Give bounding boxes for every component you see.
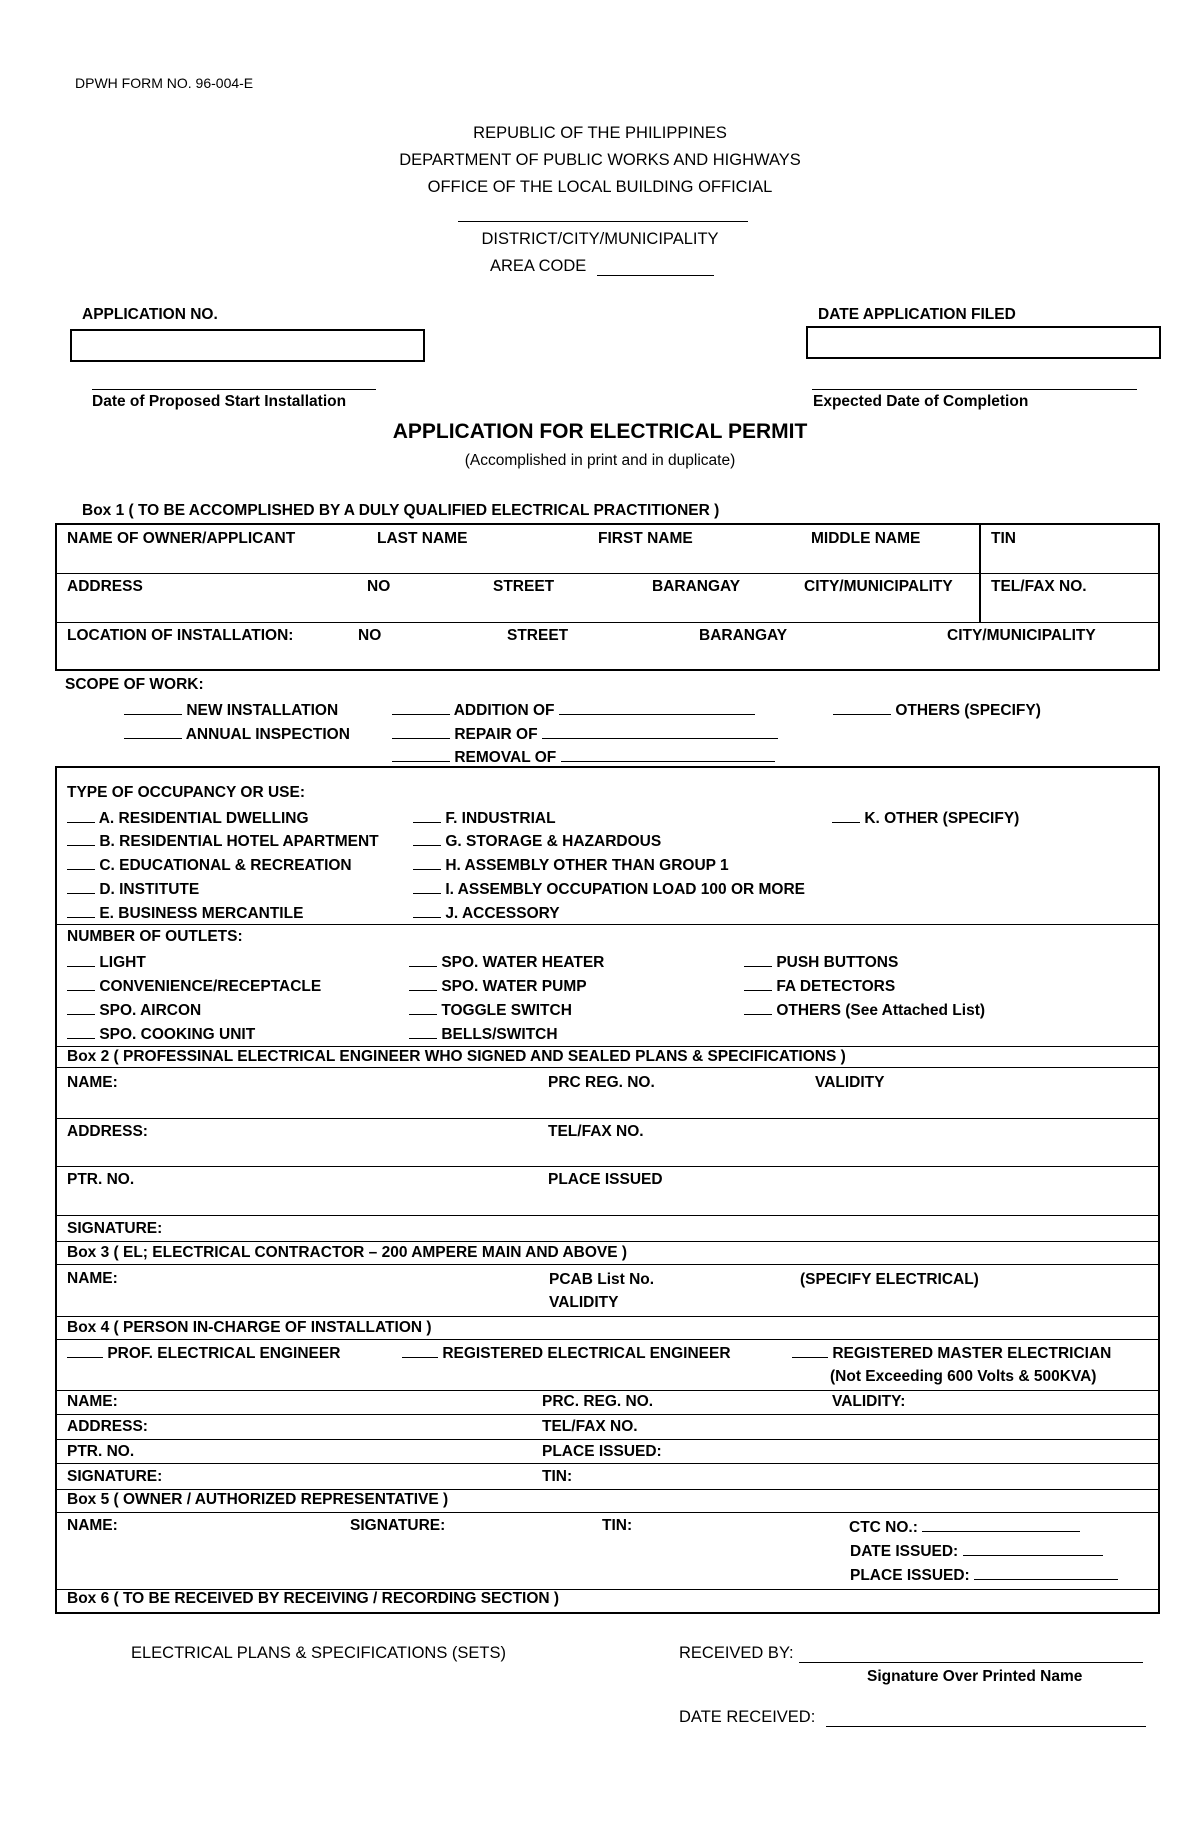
box5-date-issued[interactable] bbox=[850, 1541, 1103, 1561]
form-number: DPWH FORM NO. 96-004-E bbox=[75, 75, 254, 91]
box5-place-issued[interactable] bbox=[850, 1565, 1118, 1585]
option-text: J. ACCESSORY bbox=[445, 905, 560, 922]
completion-date-label: Expected Date of Completion bbox=[813, 393, 1029, 410]
box4-place-label[interactable]: PLACE ISSUED: bbox=[542, 1443, 662, 1460]
box3-heading-line bbox=[55, 1264, 1160, 1265]
check-blank[interactable] bbox=[67, 1000, 95, 1015]
occupancy-k[interactable] bbox=[832, 808, 1019, 828]
option-text: NEW INSTALLATION bbox=[186, 702, 339, 719]
box4-name-label[interactable]: NAME: bbox=[67, 1393, 118, 1410]
check-blank[interactable] bbox=[409, 976, 437, 991]
outlet-cooking[interactable] bbox=[67, 1024, 255, 1044]
occupancy-j[interactable] bbox=[413, 903, 560, 923]
box4-ptr-label[interactable]: PTR. NO. bbox=[67, 1443, 135, 1460]
box5-ctc[interactable] bbox=[849, 1517, 1080, 1537]
application-no-label: APPLICATION NO. bbox=[82, 306, 218, 323]
box2-telfax-label[interactable]: TEL/FAX NO. bbox=[548, 1123, 644, 1140]
option-text: BELLS/SWITCH bbox=[441, 1026, 558, 1043]
check-blank[interactable] bbox=[413, 879, 441, 894]
option-text: ADDITION OF bbox=[453, 702, 555, 719]
option-text: D. INSTITUTE bbox=[99, 881, 200, 898]
address-label[interactable]: ADDRESS bbox=[67, 578, 143, 595]
plans-specs-label: ELECTRICAL PLANS & SPECIFICATIONS (SETS) bbox=[131, 1644, 506, 1662]
header-district-label: DISTRICT/CITY/MUNICIPALITY bbox=[481, 230, 719, 248]
last-name-label[interactable]: LAST NAME bbox=[377, 530, 468, 547]
check-blank[interactable] bbox=[792, 1343, 828, 1358]
date-received-line[interactable] bbox=[826, 1726, 1146, 1727]
box1-heading: Box 1 ( TO BE ACCOMPLISHED BY A DULY QUALIFIED ELECTRICAL PRACTITIONER ) bbox=[82, 502, 720, 519]
address-city-label[interactable]: CITY/MUNICIPALITY bbox=[804, 578, 953, 595]
box4-validity-label[interactable]: VALIDITY: bbox=[832, 1393, 906, 1410]
specify-blank[interactable] bbox=[561, 747, 775, 762]
box4-telfax-label[interactable]: TEL/FAX NO. bbox=[542, 1418, 638, 1435]
application-no-field[interactable] bbox=[70, 329, 425, 362]
completion-date-line[interactable] bbox=[812, 389, 1137, 390]
check-blank[interactable] bbox=[67, 1343, 103, 1358]
box1-divider-1 bbox=[55, 573, 1160, 574]
check-blank[interactable] bbox=[67, 976, 95, 991]
box2-row-line-1 bbox=[55, 1118, 1160, 1119]
field-label: DATE ISSUED: bbox=[850, 1543, 959, 1560]
occupancy-e[interactable] bbox=[67, 903, 303, 923]
outlet-fa[interactable] bbox=[744, 976, 895, 996]
scope-new-installation[interactable] bbox=[124, 700, 338, 720]
check-blank[interactable] bbox=[67, 1024, 95, 1039]
option-text: LIGHT bbox=[99, 954, 146, 971]
form-title: APPLICATION FOR ELECTRICAL PERMIT bbox=[392, 420, 808, 443]
outlet-push[interactable] bbox=[744, 952, 898, 972]
header-office: OFFICE OF THE LOCAL BUILDING OFFICIAL bbox=[427, 178, 773, 196]
check-blank[interactable] bbox=[744, 952, 772, 967]
option-text: REPAIR OF bbox=[454, 726, 538, 743]
box4-heading-line bbox=[55, 1339, 1160, 1340]
check-blank[interactable] bbox=[409, 1000, 437, 1015]
start-installation-line[interactable] bbox=[92, 389, 376, 390]
district-blank-line[interactable] bbox=[458, 221, 748, 222]
occupancy-d[interactable] bbox=[67, 879, 199, 899]
outlet-toggle[interactable] bbox=[409, 1000, 572, 1020]
check-blank[interactable] bbox=[67, 831, 95, 846]
box4-address-label[interactable]: ADDRESS: bbox=[67, 1418, 148, 1435]
box2-heading-line bbox=[55, 1067, 1160, 1068]
outlet-water-pump[interactable] bbox=[409, 976, 587, 996]
box4-heading: Box 4 ( PERSON IN-CHARGE OF INSTALLATION ) bbox=[67, 1319, 432, 1336]
box3-bottom-line bbox=[55, 1316, 1160, 1317]
address-street-label[interactable]: STREET bbox=[493, 578, 555, 595]
box3-name-label[interactable]: NAME: bbox=[67, 1270, 118, 1287]
check-blank[interactable] bbox=[392, 724, 450, 739]
box1-tin-column-divider bbox=[979, 523, 981, 623]
scope-others[interactable] bbox=[833, 700, 1041, 720]
fill-blank[interactable] bbox=[963, 1541, 1103, 1556]
box4-row-line-4 bbox=[55, 1463, 1160, 1464]
address-barangay-label[interactable]: BARANGAY bbox=[652, 578, 741, 595]
occupancy-h[interactable] bbox=[413, 855, 729, 875]
specify-blank[interactable] bbox=[559, 700, 755, 715]
option-text: TOGGLE SWITCH bbox=[441, 1002, 572, 1019]
option-text: CONVENIENCE/RECEPTACLE bbox=[99, 978, 322, 995]
box2-ptr-label[interactable]: PTR. NO. bbox=[67, 1171, 135, 1188]
option-text: OTHERS (SPECIFY) bbox=[895, 702, 1041, 719]
check-blank[interactable] bbox=[124, 724, 182, 739]
option-text: REGISTERED MASTER ELECTRICIAN bbox=[832, 1345, 1112, 1362]
check-blank[interactable] bbox=[402, 1343, 438, 1358]
header-republic: REPUBLIC OF THE PHILIPPINES bbox=[473, 124, 727, 142]
occupancy-f[interactable] bbox=[413, 808, 556, 828]
box4-row-line-2 bbox=[55, 1414, 1160, 1415]
fill-blank[interactable] bbox=[922, 1517, 1080, 1532]
check-blank[interactable] bbox=[124, 700, 182, 715]
scope-addition-of[interactable] bbox=[392, 700, 755, 720]
tin-label[interactable]: TIN bbox=[991, 530, 1016, 547]
box5-signature-label[interactable]: SIGNATURE: bbox=[350, 1517, 446, 1534]
owner-name-label[interactable]: NAME OF OWNER/APPLICANT bbox=[67, 530, 296, 547]
received-by-line[interactable] bbox=[799, 1662, 1143, 1663]
box5-name-label[interactable]: NAME: bbox=[67, 1517, 118, 1534]
outlet-water-heater[interactable] bbox=[409, 952, 604, 972]
outlet-bells[interactable] bbox=[409, 1024, 558, 1044]
box2-address-label[interactable]: ADDRESS: bbox=[67, 1123, 148, 1140]
occupancy-c[interactable] bbox=[67, 855, 352, 875]
scope-annual-inspection[interactable] bbox=[124, 724, 350, 744]
box2-row-line-3 bbox=[55, 1215, 1160, 1216]
form-subtitle: (Accomplished in print and in duplicate) bbox=[464, 452, 736, 469]
box4-signature-label[interactable]: SIGNATURE: bbox=[67, 1468, 163, 1485]
box4-master-note: (Not Exceeding 600 Volts & 500KVA) bbox=[830, 1368, 1097, 1385]
check-blank[interactable] bbox=[409, 1024, 437, 1039]
occupancy-label: TYPE OF OCCUPANCY OR USE: bbox=[67, 784, 305, 801]
box5-heading: Box 5 ( OWNER / AUTHORIZED REPRESENTATIVE ) bbox=[67, 1491, 449, 1508]
box4-row-line-3 bbox=[55, 1439, 1160, 1440]
check-blank[interactable] bbox=[832, 808, 860, 823]
specify-blank[interactable] bbox=[542, 724, 778, 739]
check-blank[interactable] bbox=[67, 855, 95, 870]
box2-row-line-2 bbox=[55, 1166, 1160, 1167]
date-filed-label: DATE APPLICATION FILED bbox=[818, 306, 1016, 323]
box4-registered-engineer[interactable] bbox=[402, 1343, 731, 1363]
box2-heading: Box 2 ( PROFESSINAL ELECTRICAL ENGINEER WHO SIGNED AND SEALED PLANS & SPECIFICATIONS ) bbox=[67, 1048, 846, 1065]
option-text: PUSH BUTTONS bbox=[776, 954, 899, 971]
received-by-label: RECEIVED BY: bbox=[679, 1644, 794, 1662]
scope-removal-of[interactable] bbox=[392, 747, 775, 767]
box5-tin-label[interactable]: TIN: bbox=[602, 1517, 633, 1534]
box5-heading-line bbox=[55, 1512, 1160, 1513]
box2-bottom-line bbox=[55, 1241, 1160, 1242]
location-no-label[interactable]: NO bbox=[358, 627, 382, 644]
scope-repair-of[interactable] bbox=[392, 724, 778, 744]
check-blank[interactable] bbox=[413, 903, 441, 918]
signature-over-name-label: Signature Over Printed Name bbox=[867, 1668, 1083, 1685]
option-text: E. BUSINESS MERCANTILE bbox=[99, 905, 304, 922]
option-text: SPO. WATER HEATER bbox=[441, 954, 605, 971]
address-no-label[interactable]: NO bbox=[367, 578, 391, 595]
check-blank[interactable] bbox=[413, 831, 441, 846]
box4-master-electrician[interactable] bbox=[792, 1343, 1111, 1363]
occupancy-g[interactable] bbox=[413, 831, 661, 851]
option-text: REMOVAL OF bbox=[454, 749, 557, 766]
box6-heading: Box 6 ( TO BE RECEIVED BY RECEIVING / RECORDING SECTION ) bbox=[67, 1590, 560, 1607]
occupancy-i[interactable] bbox=[413, 879, 805, 899]
check-blank[interactable] bbox=[413, 855, 441, 870]
box3-heading: Box 3 ( EL; ELECTRICAL CONTRACTOR – 200 AMPERE MAIN AND ABOVE ) bbox=[67, 1244, 628, 1261]
area-code-blank[interactable] bbox=[597, 275, 714, 276]
fill-blank[interactable] bbox=[974, 1565, 1118, 1580]
check-blank[interactable] bbox=[67, 879, 95, 894]
check-blank[interactable] bbox=[67, 903, 95, 918]
check-blank[interactable] bbox=[744, 1000, 772, 1015]
box4-prof-engineer[interactable] bbox=[67, 1343, 340, 1363]
option-text: G. STORAGE & HAZARDOUS bbox=[445, 833, 662, 850]
outlet-others[interactable] bbox=[744, 1000, 985, 1020]
field-label: CTC NO.: bbox=[849, 1519, 918, 1536]
box4-bottom-line bbox=[55, 1489, 1160, 1490]
option-text: I. ASSEMBLY OCCUPATION LOAD 100 OR MORE bbox=[445, 881, 806, 898]
check-blank[interactable] bbox=[392, 747, 450, 762]
box4-tin-label[interactable]: TIN: bbox=[542, 1468, 573, 1485]
box2-signature-label[interactable]: SIGNATURE: bbox=[67, 1220, 163, 1237]
box3-validity-label[interactable]: VALIDITY bbox=[549, 1294, 619, 1311]
occupancy-a[interactable] bbox=[67, 808, 309, 828]
outlets-label: NUMBER OF OUTLETS: bbox=[67, 928, 243, 945]
location-label[interactable]: LOCATION OF INSTALLATION: bbox=[67, 627, 294, 644]
occupancy-b[interactable] bbox=[67, 831, 379, 851]
field-label: PLACE ISSUED: bbox=[850, 1567, 970, 1584]
box2-name-label[interactable]: NAME: bbox=[67, 1074, 118, 1091]
option-text: PROF. ELECTRICAL ENGINEER bbox=[107, 1345, 341, 1362]
option-text: B. RESIDENTIAL HOTEL APARTMENT bbox=[99, 833, 379, 850]
box4-prc-label[interactable]: PRC. REG. NO. bbox=[542, 1393, 654, 1410]
check-blank[interactable] bbox=[392, 700, 450, 715]
box1-divider-2 bbox=[55, 622, 1160, 623]
location-street-label[interactable]: STREET bbox=[507, 627, 569, 644]
option-text: REGISTERED ELECTRICAL ENGINEER bbox=[442, 1345, 731, 1362]
option-text: FA DETECTORS bbox=[776, 978, 896, 995]
date-received-label: DATE RECEIVED: bbox=[679, 1708, 816, 1726]
box3-pcab-label[interactable]: PCAB List No. bbox=[549, 1271, 655, 1288]
option-text: F. INDUSTRIAL bbox=[445, 810, 556, 827]
option-text: ANNUAL INSPECTION bbox=[185, 726, 350, 743]
tel-fax-label[interactable]: TEL/FAX NO. bbox=[991, 578, 1087, 595]
location-city-label[interactable]: CITY/MUNICIPALITY bbox=[947, 627, 1096, 644]
outlet-aircon[interactable] bbox=[67, 1000, 201, 1020]
option-text: H. ASSEMBLY OTHER THAN GROUP 1 bbox=[445, 857, 729, 874]
box2-place-label[interactable]: PLACE ISSUED bbox=[548, 1171, 663, 1188]
box4-row-line-1 bbox=[55, 1390, 1160, 1391]
check-blank[interactable] bbox=[413, 808, 441, 823]
option-text: SPO. COOKING UNIT bbox=[99, 1026, 256, 1043]
date-filed-field[interactable] bbox=[806, 326, 1161, 359]
middle-name-label[interactable]: MIDDLE NAME bbox=[811, 530, 921, 547]
box2-top-line bbox=[55, 1046, 1160, 1047]
box2-validity-label[interactable]: VALIDITY bbox=[815, 1074, 885, 1091]
outlet-convenience[interactable] bbox=[67, 976, 321, 996]
header-department: DEPARTMENT OF PUBLIC WORKS AND HIGHWAYS bbox=[399, 151, 801, 169]
location-barangay-label[interactable]: BARANGAY bbox=[699, 627, 788, 644]
check-blank[interactable] bbox=[409, 952, 437, 967]
outlet-light[interactable] bbox=[67, 952, 146, 972]
option-text: C. EDUCATIONAL & RECREATION bbox=[99, 857, 352, 874]
start-installation-label: Date of Proposed Start Installation bbox=[92, 393, 347, 410]
check-blank[interactable] bbox=[744, 976, 772, 991]
first-name-label[interactable]: FIRST NAME bbox=[598, 530, 693, 547]
option-text: OTHERS (See Attached List) bbox=[776, 1002, 986, 1019]
option-text: K. OTHER (SPECIFY) bbox=[864, 810, 1020, 827]
option-text: A. RESIDENTIAL DWELLING bbox=[98, 810, 309, 827]
check-blank[interactable] bbox=[833, 700, 891, 715]
scope-label: SCOPE OF WORK: bbox=[65, 676, 204, 693]
area-code-label: AREA CODE bbox=[490, 257, 587, 275]
option-text: SPO. WATER PUMP bbox=[441, 978, 587, 995]
divider-occupancy-outlets bbox=[55, 924, 1160, 925]
check-blank[interactable] bbox=[67, 952, 95, 967]
option-text: SPO. AIRCON bbox=[99, 1002, 202, 1019]
box2-prc-label[interactable]: PRC REG. NO. bbox=[548, 1074, 655, 1091]
check-blank[interactable] bbox=[67, 808, 95, 823]
box3-specify-label: (SPECIFY ELECTRICAL) bbox=[800, 1271, 979, 1288]
